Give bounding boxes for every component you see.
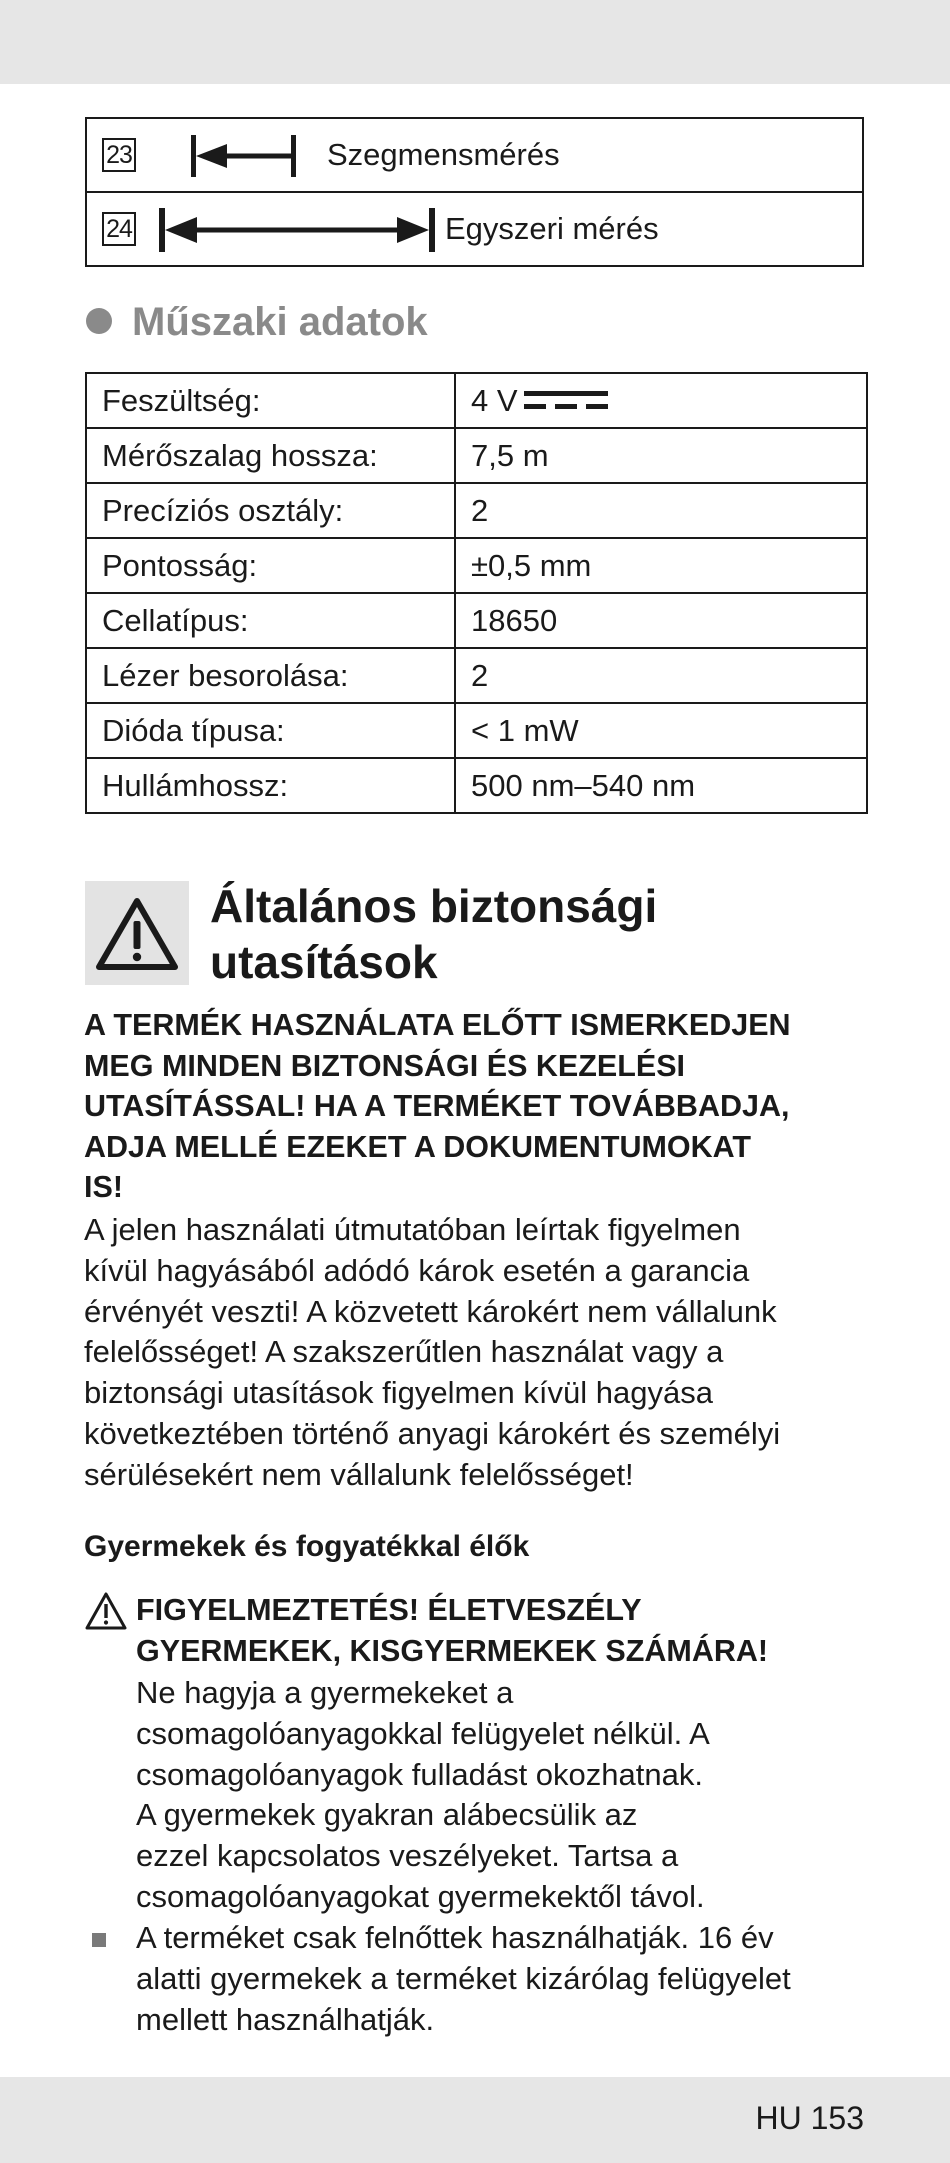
text-line: IS!: [84, 1170, 123, 1204]
spec-key: Pontosság:: [86, 538, 455, 593]
safety-paragraph: [84, 1210, 894, 1496]
text-line: alatti gyermekek a terméket kizárólag felügyelet: [136, 1960, 791, 1996]
text-line: biztonsági utasítások figyelmen kívül hagyása: [84, 1375, 713, 1411]
text-line: következtében történő anyagi károkért és személyi: [84, 1415, 781, 1451]
spec-key: Feszültség:: [86, 373, 455, 428]
children-subheading: Gyermekek és fogyatékkal élők: [84, 1530, 530, 1563]
spec-value: 18650: [455, 593, 867, 648]
text-line: felelősséget! A szakszerűtlen használat vagy a: [84, 1334, 724, 1370]
text-line: ADJA MELLÉ EZEKET A DOKUMENTUMOKAT: [84, 1129, 752, 1164]
spec-value: 500 nm–540 nm: [455, 758, 867, 813]
page-number: HU 153: [755, 2100, 864, 2136]
bullet-dot-icon: [86, 308, 112, 334]
safety-caps-notice: [84, 1005, 884, 1208]
symbol-label: Egyszeri mérés: [445, 211, 659, 246]
text-line: sérülésekért nem vállalunk felelősséget!: [84, 1456, 634, 1492]
table-row: [86, 593, 867, 648]
table-row: [86, 703, 867, 758]
warning-heading: [136, 1590, 896, 1671]
dc-voltage-icon: [524, 388, 608, 416]
text-line: FIGYELMEZTETÉS! ÉLETVESZÉLY: [136, 1593, 642, 1627]
spec-key: Dióda típusa:: [86, 703, 455, 758]
spec-value-text: 4 V: [471, 382, 518, 418]
safety-title-line: utasítások: [210, 936, 438, 988]
spec-value: ±0,5 mm: [455, 538, 867, 593]
text-line: GYERMEKEK, KISGYERMEKEK SZÁMÁRA!: [136, 1633, 769, 1668]
spec-value: 2: [455, 648, 867, 703]
top-margin-band: [0, 0, 950, 84]
spec-value: 7,5 m: [455, 428, 867, 483]
safety-title: [210, 878, 657, 990]
table-row: [86, 648, 867, 703]
table-row: [86, 538, 867, 593]
text-line: A gyermekek gyakran alábecsülik az: [136, 1797, 638, 1833]
warning-triangle-icon: [85, 881, 189, 985]
spec-key: Hullámhossz:: [86, 758, 455, 813]
section-title-text: Műszaki adatok: [132, 300, 428, 344]
symbol-label: Szegmensmérés: [327, 137, 560, 172]
text-line: MEG MINDEN BIZTONSÁGI ÉS KEZELÉSI: [84, 1048, 686, 1083]
text-line: UTASÍTÁSSAL! HA A TERMÉKET TOVÁBBADJA,: [84, 1089, 790, 1123]
text-line: csomagolóanyagok fulladást okozhatnak.: [136, 1756, 703, 1792]
small-warning-triangle-icon: [84, 1591, 128, 1631]
single-measurement-arrow-icon: [157, 208, 437, 252]
spec-key: Lézer besorolása:: [86, 648, 455, 703]
spec-value: 2: [455, 483, 867, 538]
symbol-number: 24: [102, 212, 136, 246]
spec-key: Mérőszalag hossza:: [86, 428, 455, 483]
table-row: [86, 373, 867, 428]
table-row: [86, 428, 867, 483]
symbol-legend-table: [85, 117, 864, 267]
spec-key: Precíziós osztály:: [86, 483, 455, 538]
symbol-row-23: [87, 119, 862, 191]
text-line: A TERMÉK HASZNÁLATA ELŐTT ISMERKEDJEN: [84, 1008, 791, 1042]
section-title: [86, 300, 428, 345]
text-line: A jelen használati útmutatóban leírtak figyelmen: [84, 1212, 741, 1247]
safety-title-line: Általános biztonsági: [210, 880, 658, 932]
text-line: ezzel kapcsolatos veszélyeket. Tartsa a: [136, 1838, 679, 1874]
table-row: [86, 758, 867, 813]
spec-key: Cellatípus:: [86, 593, 455, 648]
symbol-row-24: [87, 191, 862, 265]
table-row: [86, 483, 867, 538]
warning-icon-box: [85, 881, 189, 985]
text-line: mellett használhatják.: [136, 2001, 435, 2037]
text-line: A terméket csak felnőttek használhatják. 16 év: [136, 1920, 774, 1955]
symbol-number: 23: [102, 138, 136, 172]
spec-value: [455, 373, 867, 428]
text-line: kívül hagyásából adódó károk esetén a garancia: [84, 1252, 750, 1288]
square-bullet-icon: [92, 1933, 106, 1947]
text-line: Ne hagyja a gyermekeket a: [136, 1675, 514, 1710]
segment-measurement-arrow-icon: [187, 135, 299, 177]
warning-text: [136, 1673, 896, 1918]
text-line: érvényét veszti! A közvetett károkért nem vállalunk: [84, 1293, 777, 1329]
spec-value: < 1 mW: [455, 703, 867, 758]
technical-data-table: [85, 372, 868, 814]
bullet-item: [136, 1918, 896, 2040]
text-line: csomagolóanyagokat gyermekektől távol.: [136, 1878, 705, 1914]
text-line: csomagolóanyagokkal felügyelet nélkül. A: [136, 1715, 710, 1751]
